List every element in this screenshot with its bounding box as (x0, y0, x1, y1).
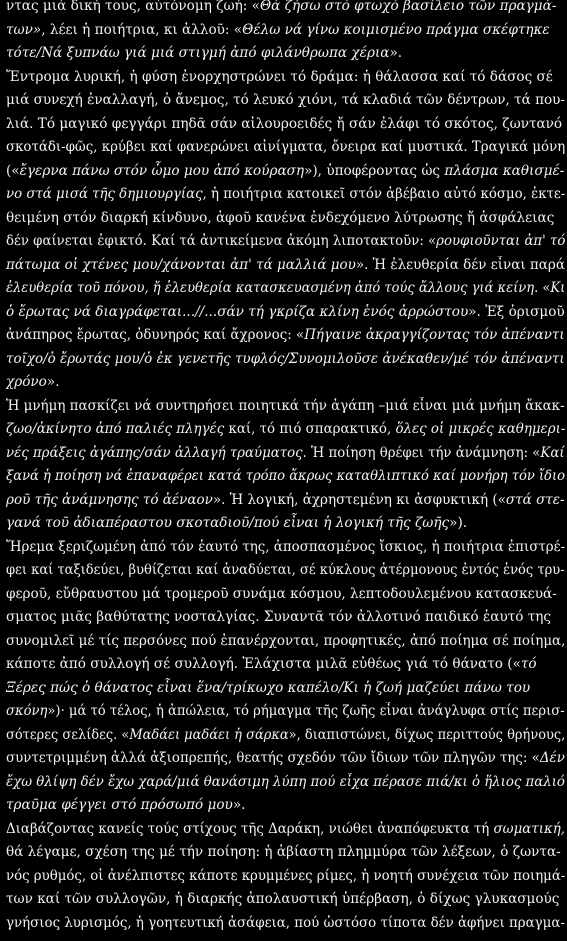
text-line (6, 301, 565, 325)
text-line (6, 277, 565, 301)
italic-quote-segment: Θά ζήσω στό φτωχό βασίλειο τῶν πραγμά- (259, 0, 557, 14)
text-segment: νός ρυθμός, οἱ ἀνέλπιστες κάποτε κρυμμένες ρίμες, ἡ νοητή συνέχεια τῶν ποιημά- (6, 867, 565, 884)
text-line (6, 465, 565, 489)
text-segment: . Ἡ ποίηση θρέφει τήν ἀνάμνηση: « (302, 444, 541, 461)
text-segment: (« (6, 162, 20, 179)
italic-quote-segment: νές πράξεις ἀγάπης/σάν ἀλλαγή τραύματος (6, 444, 303, 461)
italic-quote-segment: ὁ ἔρωτας νά διαγράφεται...//...σάν τή γκρίζα κλίνη ἑνός ἀρρώστου (6, 303, 469, 320)
text-line (6, 324, 565, 348)
text-segment: κάποτε ἀπό συλλογή σέ συλλογή. Ἐλάχιστα μιλᾶ εὐθέως γιά τό θάνατο (« (6, 656, 521, 672)
text-segment: , ἡ ποιήτρια κατοικεῖ στόν ἀβέβαιο αὐτό κόσμο, ἐκτε- (202, 186, 565, 202)
text-segment: θά λέγαμε, σχέση της μέ τήν ποίηση: ἡ ἀβίαστη πλημμύρα τῶν λέξεων, ὁ ζωντα- (6, 844, 561, 860)
text-segment: λιά. Τό μαγικό φεγγάρι πηδᾶ σάν αἰλουροειδές ἤ σάν ἐλάφι τό σκότος, ζωντανό (6, 115, 563, 132)
paragraph (6, 395, 565, 536)
text-segment: »)· μά τό τέλος, ἡ ἀπώλεια, τό ρήμαγμα τῆς ζωῆς εἶναι ἀνάγλυφα στίς περισ- (47, 703, 565, 719)
text-segment: καί, τό πιό σπαρακτικό, (224, 421, 396, 437)
italic-quote-segment: ζωο/ἀκίνητο ἀπό παλιές πληγές (6, 421, 225, 437)
paragraph (6, 818, 565, 936)
italic-quote-segment: νο στά μισά τῆς δημιουργίας (6, 186, 203, 202)
text-segment: σματος μιᾶς βαθύτατης νοσταλγίας. Συναντᾶ τόν ἀλλοτινό παιδικό ἑαυτό της (6, 609, 552, 625)
text-line (6, 818, 565, 842)
text-line (6, 489, 565, 513)
text-segment: συνομιλεῖ μέ τίς περσόνες πού ἐπανέρχονται, προφητικές, ἀπό ποίημα σέ ποίημα, (6, 632, 565, 649)
text-line (6, 653, 565, 677)
text-line (6, 794, 565, 818)
italic-quote-segment: πάτωμα οἱ χτένες μου/χάνονται ἀπ' τά μαλλιά μου (6, 256, 356, 273)
text-line (6, 865, 565, 889)
text-segment: θειμένη στόν διαρκή κίνδυνο, ἀφοῦ κανένα ἐνδεχόμενο λύτρωσης ἤ ἀσφάλειας (6, 209, 555, 226)
text-segment: Ἔντρομα λυρική, ἡ φύση ἐνορχηστρώνει τό δράμα: ἡ θάλασσα καί τό δάσος σέ (6, 68, 553, 85)
italic-quote-segment: χρόνο (6, 374, 47, 390)
italic-quote-segment: ρουφιοῦνται ἀπ' τό (436, 233, 565, 249)
text-segment: ἀνάπηρος ἔρωτας, ὀδυνηρός καί ἄχρονος: « (6, 327, 305, 343)
italic-quote-segment: Δέν (539, 750, 565, 766)
text-segment: φεροῦ, εὔθραυστου μά τρομεροῦ συνάμα κόσμου, λεπτοδουλεμένου κατασκευά- (6, 585, 557, 602)
italic-quote-segment: τό (520, 656, 537, 672)
text-line (6, 724, 565, 748)
text-line (6, 536, 565, 560)
text-line (6, 888, 565, 912)
italic-quote-segment: τραῦμα φέγγει στό πρόσωπό μου (6, 797, 233, 813)
italic-quote-segment: στά στε- (505, 491, 565, 508)
text-segment: ». Ἡ λογική, ἀχρηστεμένη κι ἀσφυκτική (« (212, 491, 506, 508)
italic-quote-segment: Ξέρες πώς ὁ θάνατος εἶναι ἕνα/τρίκωχο καπέλο/Κι ἡ ζωή μαζεύει πάνω του (6, 679, 531, 696)
text-line (6, 230, 565, 254)
text-segment: ντας μιά δική τους, αὐτόνομη ζωή: « (6, 0, 260, 14)
text-segment: , λέει ἡ ποιήτρια, κι ἀλλοῦ: « (41, 21, 243, 38)
text-segment: ». (389, 45, 403, 61)
text-line (6, 512, 565, 536)
text-line (6, 371, 565, 395)
text-line (6, 630, 565, 654)
text-line (6, 89, 565, 113)
italic-quote-segment: γανά τοῦ ἀδιαπέραστου σκοταδιοῦ/πού εἶναι ἡ λογική τῆς ζωῆς (6, 515, 450, 531)
text-line (6, 747, 565, 771)
text-line (6, 0, 565, 19)
text-segment: »), ὑποφέροντας ὡς (304, 162, 445, 179)
text-line (6, 841, 565, 865)
italic-quote-segment: των» (6, 21, 42, 38)
italic-quote-segment: σωματική, (493, 820, 565, 837)
text-line (6, 42, 565, 66)
text-segment: συντετριμμένη ἀλλά ἀξιοπρεπής, θεατής σχεδόν τῶν ἴδιων τῶν πληγῶν της: « (6, 750, 540, 766)
text-segment: . « (534, 280, 551, 296)
text-segment: των καί τῶν συλλογῶν, ἡ διαρκής ἀπολαυστική ὑπέρβαση, ὁ δίχως γλυκασμούς (6, 891, 560, 907)
italic-quote-segment: Θέλω νά γίνω κοιμισμένο πράγμα σκέφτηκε (242, 21, 550, 38)
text-line (6, 19, 565, 43)
text-segment: », διαπιστώνει, δίχως περιττούς θρήνους, (288, 726, 565, 743)
italic-quote-segment: ἔγερνα πάνω στόν ὦμο μου ἀπό κούραση (19, 162, 305, 179)
italic-quote-segment: Καί (540, 444, 565, 461)
text-segment: σκοτάδι-φῶς, κρύβει καί φανερώνει αἰνίγματα, ὄνειρα καί μυστικά. Τραγικά μόνη (6, 139, 565, 155)
text-segment: δέν φαίνεται ἐφικτό. Καί τά ἀντικείμενα ἀκόμη λιποτακτοῦν: « (6, 233, 437, 249)
text-line (6, 559, 565, 583)
text-segment: Ἡ μνήμη πασκίζει νά συντηρήσει ποιητικά τήν ἀγάπη –μιά εἶναι μιά μνήμη ἄκακ- (6, 397, 565, 414)
text-line (6, 254, 565, 278)
text-segment: ». Ἡ ἐλευθερία δέν εἶναι παρά (355, 256, 565, 273)
italic-quote-segment: ἐλευθερία τοῦ πόνου, ἤ ἐλευθερία κατασκευασμένη ἀπό τούς ἄλλους γιά κείνη (6, 280, 535, 296)
text-line (6, 207, 565, 231)
text-line (6, 136, 565, 160)
text-line (6, 395, 565, 419)
italic-quote-segment: ροῦ τῆς ἀνάμνησης τό ἀέναον (6, 491, 213, 508)
text-segment: γνήσιος λυρισμός, ἡ γοητευτική ἀσάφεια, πού ὡστόσο τίποτα δέν ἀφήνει πραγμα- (6, 914, 565, 931)
text-segment: ». (232, 797, 246, 813)
text-segment: μιά συνεχή ἐναλλαγή, ὁ ἄνεμος, τό λευκό χιόνι, τά κλαδιά τῶν δέντρων, τά που- (6, 92, 565, 108)
italic-quote-segment: ξανά ἡ ποίηση νά ἐπαναφέρει κατά τρόπο ἄκρως καταθλιπτικό καί μονήρη τόν ἴδιο (6, 468, 565, 484)
text-line (6, 606, 565, 630)
text-segment: Ἤρεμα ξεριζωμένη ἀπό τόν ἑαυτό της, ἀποσπασμένος ἴσκιος, ἡ ποιήτρια ἐπιστρέ- (6, 538, 565, 555)
text-segment: φει καί ταξιδεύει, βυθίζεται καί ἀναδύεται, σέ κύκλους ἀτέρμονους ἐντός ἑνός τρυ- (6, 562, 565, 578)
text-line (6, 912, 565, 936)
text-line (6, 348, 565, 372)
paragraph (6, 66, 565, 395)
italic-quote-segment: πλάσμα καθισμέ- (444, 162, 565, 179)
text-segment: σότερες σελίδες. « (6, 726, 130, 743)
paragraph (6, 0, 565, 66)
italic-quote-segment: Μαδάει μαδάει ἡ σάρκα (129, 726, 289, 743)
text-line (6, 66, 565, 90)
text-segment: »). (449, 515, 468, 531)
italic-quote-segment: ἔχω θλίψη δέν ἔχω χαρά/μιά θανάσιμη λύπη πού εἶχα πέρασε πιά/κι ὁ ἥλιος παλιό (6, 773, 565, 790)
text-line (6, 771, 565, 795)
text-segment: ». (46, 374, 60, 390)
text-line (6, 113, 565, 137)
text-segment: ». Ἐξ ὁρισμοῦ (468, 303, 565, 320)
paragraph (6, 536, 565, 818)
text-line (6, 160, 565, 184)
text-line (6, 677, 565, 701)
text-line (6, 183, 565, 207)
italic-quote-segment: Κι (550, 280, 565, 296)
italic-quote-segment: σκόνη (6, 703, 48, 719)
italic-quote-segment: τότε/Νά ξυπνάω γιά μιά στιγμή ἀπό φιλάνθρωπα χέρια (6, 45, 390, 61)
italic-quote-segment: τοῖχο/ὁ ἔρωτάς μου/ὁ ἐκ γενετῆς τυφλός/Συνομιλοῦσε ἀνέκαθεν/μέ τόν ἀπέναντι (6, 350, 565, 367)
italic-quote-segment: ὅλες οἱ μικρές καθημερι- (395, 421, 565, 437)
text-line (6, 418, 565, 442)
text-segment: Διαβάζοντας κανείς τούς στίχους τῆς Δαράκη, νιώθει ἀναπόφευκτα τή (6, 820, 494, 837)
text-line (6, 583, 565, 607)
text-line (6, 442, 565, 466)
text-line (6, 700, 565, 724)
italic-quote-segment: Πήγαινε ἀκραγγίζοντας τόν ἀπέναντι (304, 327, 565, 343)
